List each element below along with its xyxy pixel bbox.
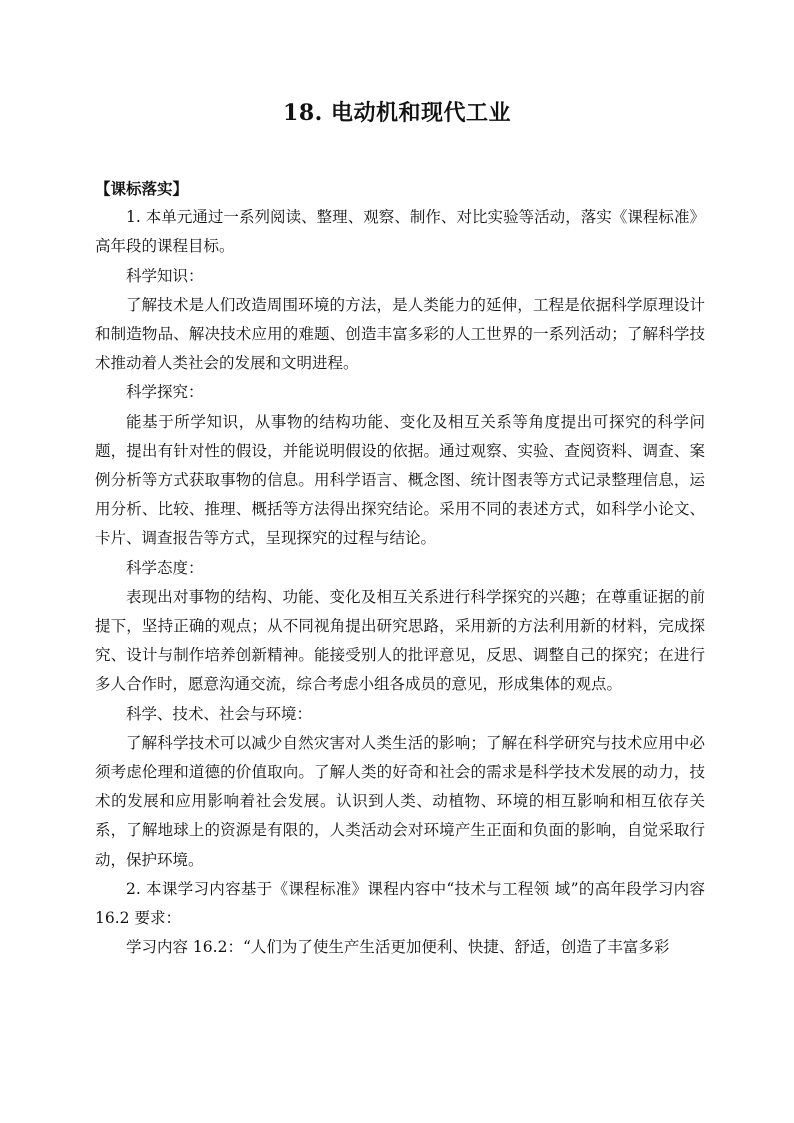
- subheading-science-inquiry: 科学探究：: [126, 383, 204, 402]
- subheading-science-attitude: 科学态度：: [126, 558, 204, 577]
- subheading-stse: 科学、技术、社会与环境：: [126, 704, 313, 723]
- document-body: [95, 174, 705, 962]
- paragraph-intro: 1. 本单元通过一系列阅读、整理、观察、制作、对比实验等活动，落实《课程标准》高年段的课程目标。: [95, 208, 705, 256]
- subheading-science-knowledge: 科学知识：: [126, 266, 204, 285]
- paragraph-learning-content-16-2: 学习内容 16.2：“人们为了使生产生活更加便利、快捷、舒适，创造了丰富多彩: [126, 938, 670, 957]
- section-heading: 【课标落实】: [95, 179, 189, 198]
- paragraph-science-knowledge: 了解技术是人们改造周围环境的方法，是人类能力的延伸，工程是依据科学原理设计和制造物品、解决技术应用的难题、创造丰富多彩的人工世界的一系列活动；了解科学技术推动着人类社会的发展和文明进程。: [95, 295, 705, 373]
- paragraph-stse: 了解科学技术可以减少自然灾害对人类生活的影响；了解在科学研究与技术应用中必须考虑伦理和道德的价值取向。了解人类的好奇和社会的需求是科学技术发展的动力，技术的发展和应用影响着社会发展。认识到人类、动植物、环境的相互影响和相互依存关系，了解地球上的资源是有限的，人类活动会对环境产生正面和负面的影响，自觉采取行动，保护环境。: [95, 733, 705, 869]
- paragraph-learning-content: 2. 本课学习内容基于《课程标准》课程内容中“技术与工程领 域”的高年段学习内容 16.2 要求：: [95, 879, 705, 928]
- paragraph-science-inquiry: 能基于所学知识，从事物的结构功能、变化及相互关系等角度提出可探究的科学问题，提出有针对性的假设，并能说明假设的依据。通过观察、实验、查阅资料、调查、案例分析等方式获取事物的信息。用科学语言、概念图、统计图表等方式记录整理信息，运用分析、比较、推理、概括等方法得出探究结论。采用不同的表述方式，如科学小论文、卡片、调查报告等方式，呈现探究的过程与结论。: [95, 412, 705, 548]
- paragraph-science-attitude: 表现出对事物的结构、功能、变化及相互关系进行科学探究的兴趣；在尊重证据的前提下，坚持正确的观点；从不同视角提出研究思路，采用新的方法利用新的材料，完成探究、设计与制作培养创新精神。能接受别人的批评意见，反思、调整自己的探究；在进行多人合作时，愿意沟通交流，综合考虑小组各成员的意见，形成集体的观点。: [95, 587, 705, 694]
- page-title: 18. 电动机和现代工业: [283, 100, 511, 126]
